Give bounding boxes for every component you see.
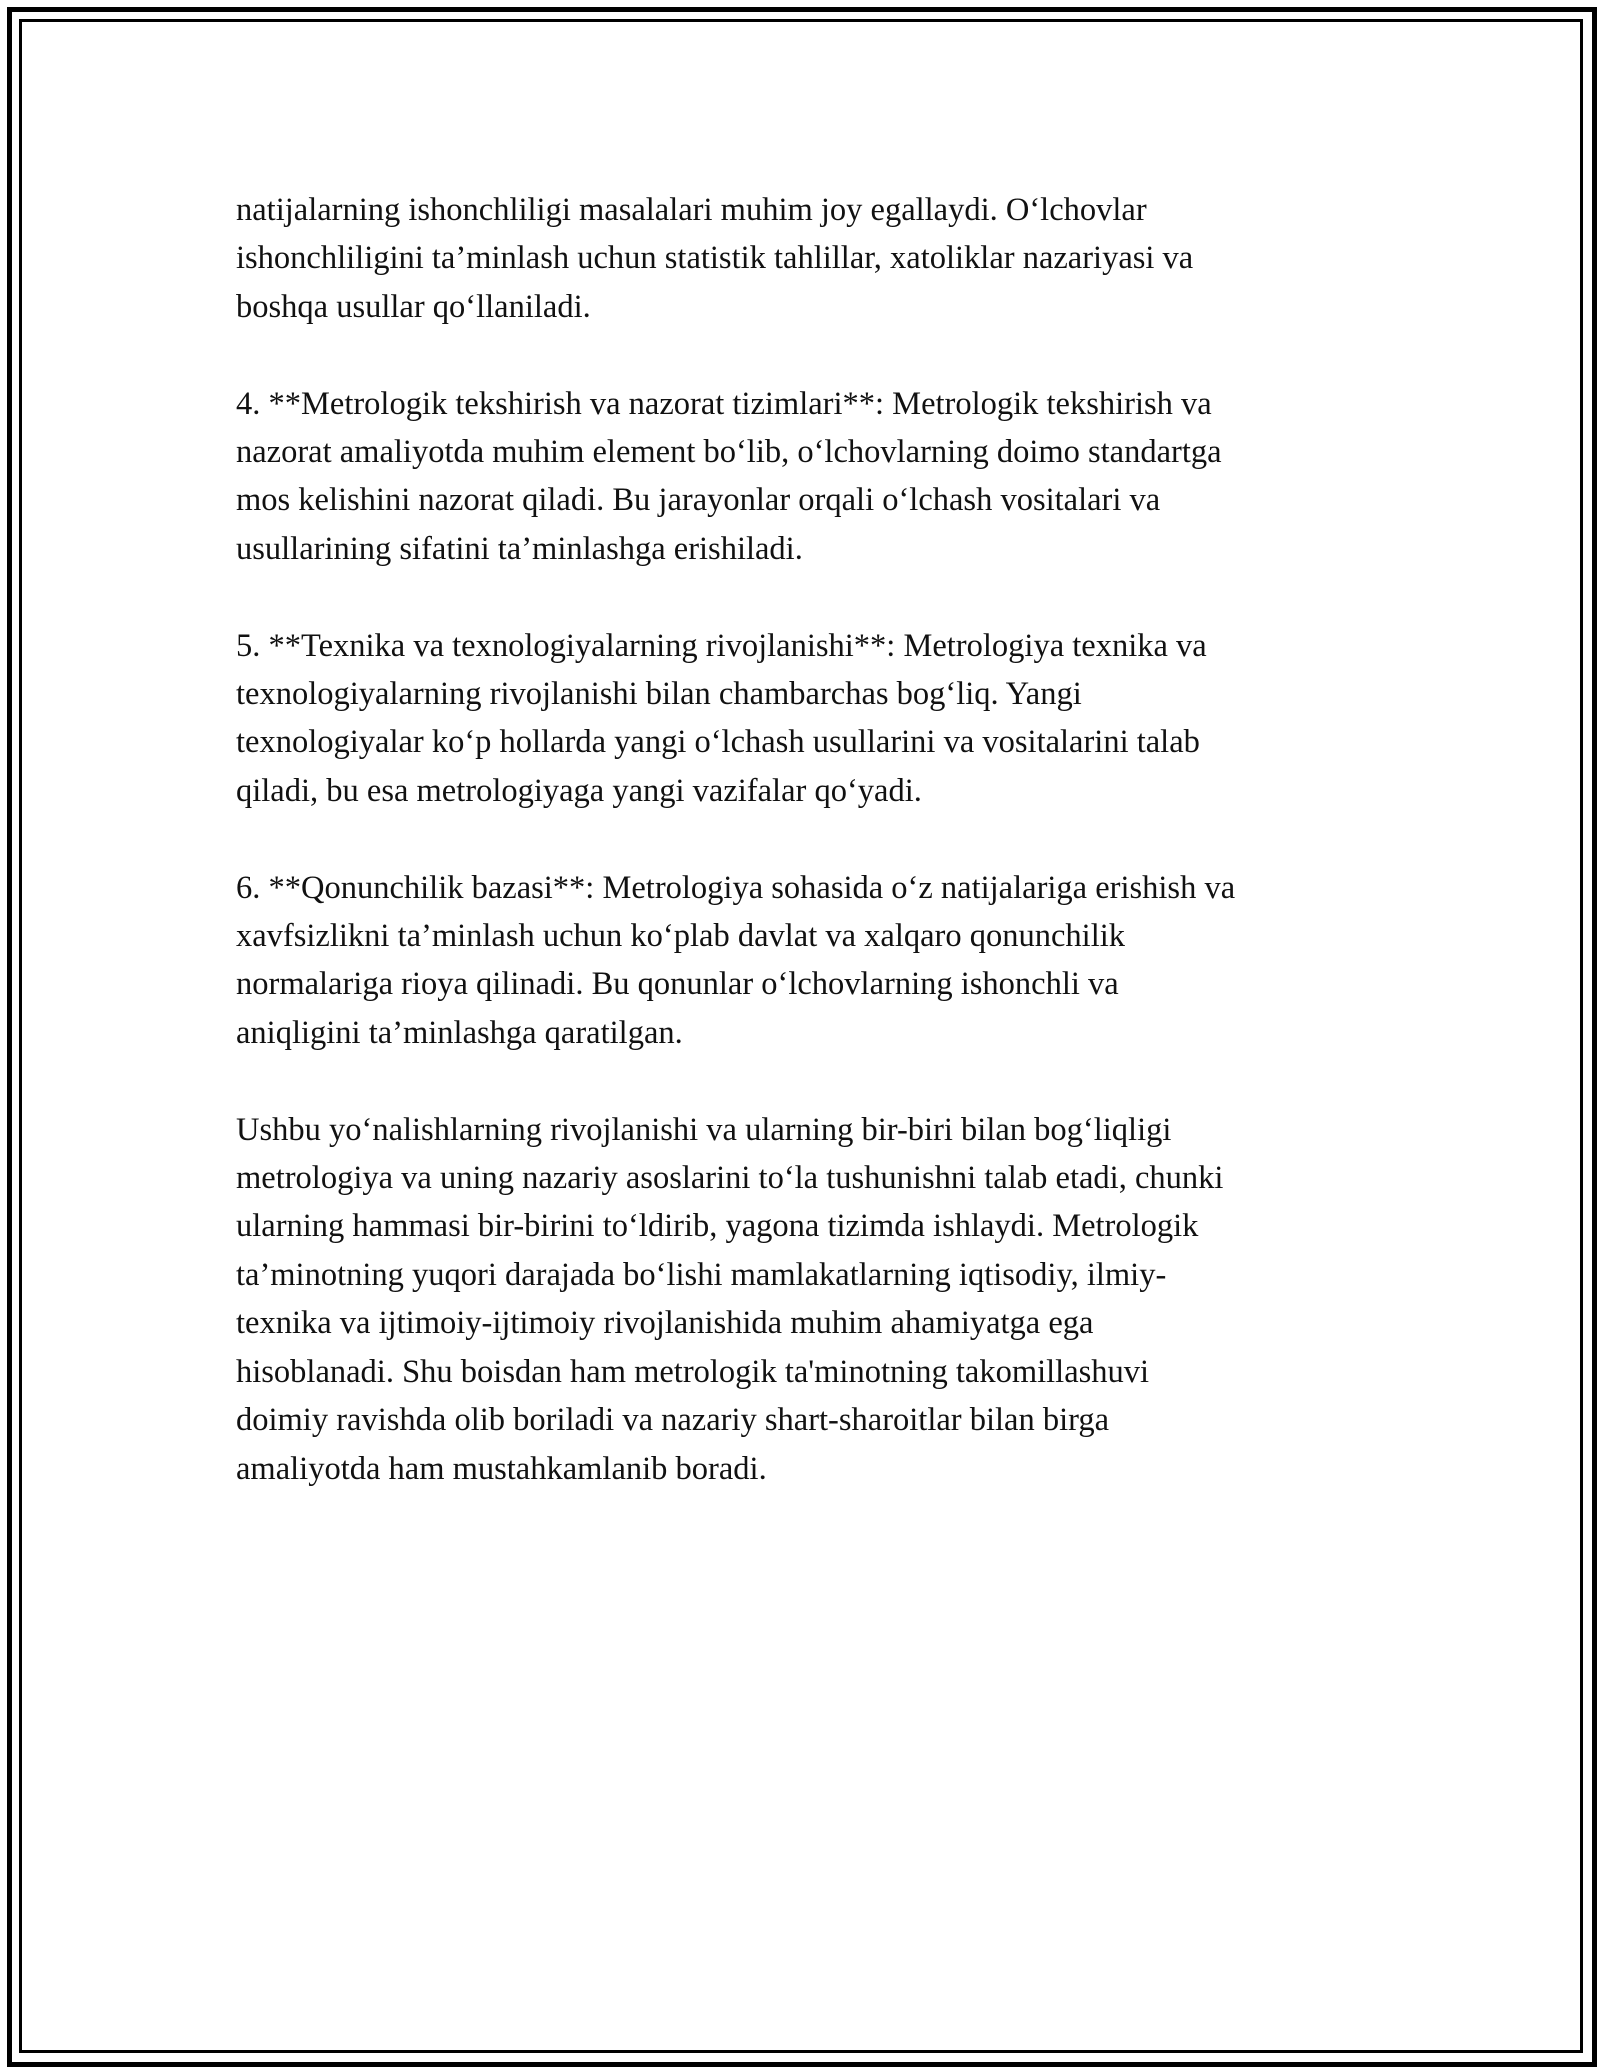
paragraph-item-4-verification: 4. **Metrologik tekshirish va nazorat tizimlari**: Metrologik tekshirish va nazorat amaliyotda muhim element bo‘lib, o‘lchovlarning doimo standartga mos kelishini nazorat qiladi. Bu jarayonlar orqali o‘lchash vositalari va usullarining sifatini ta’minlashga erishiladi. xyxy=(236,385,1222,567)
document-body xyxy=(236,186,1376,1493)
paragraph-conclusion: Ushbu yo‘nalishlarning rivojlanishi va ularning bir-biri bilan bog‘liqligi metrologiya va uning nazariy asoslarini to‘la tushunishni talab etadi, chunki ularning hammasi bir-birini to‘ldirib, yagona tizimda ishlaydi. Metrologik ta’minotning yuqori darajada bo‘lishi mamlakatlarning iqtisodiy, ilmiy- texnika va ijtimoiy-ijtimoiy rivojlanishida muhim ahamiyatga ega hisoblanadi. Shu boisdan ham metrologik ta'minotning takomillashuvi doimiy ravishda olib boriladi va nazariy shart-sharoitlar bilan birga amaliyotda ham mustahkamlanib boradi. xyxy=(236,1111,1224,1487)
paragraph-item-6-legislation: 6. **Qonunchilik bazasi**: Metrologiya sohasida o‘z natijalariga erishish va xavfsizlikni ta’minlash uchun ko‘plab davlat va xalqaro qonunchilik normalariga rioya qilinadi. Bu qonunlar o‘lchovlarning ishonchli va aniqligini ta’minlashga qaratilgan. xyxy=(236,869,1236,1051)
paragraph-item-5-technology: 5. **Texnika va texnologiyalarning rivojlanishi**: Metrologiya texnika va texnologiyalarning rivojlanishi bilan chambarchas bog‘liq. Yangi texnologiyalar ko‘p hollarda yangi o‘lchash usullarini va vositalarini talab qiladi, bu esa metrologiyaga yangi vazifalar qo‘yadi. xyxy=(236,627,1207,809)
paragraph-reliability-continuation: natijalarning ishonchliligi masalalari muhim joy egallaydi. O‘lchovlar ishonchliligini ta’minlash uchun statistik tahlillar, xatoliklar nazariyasi va boshqa usullar qo‘llaniladi. xyxy=(236,192,1194,325)
